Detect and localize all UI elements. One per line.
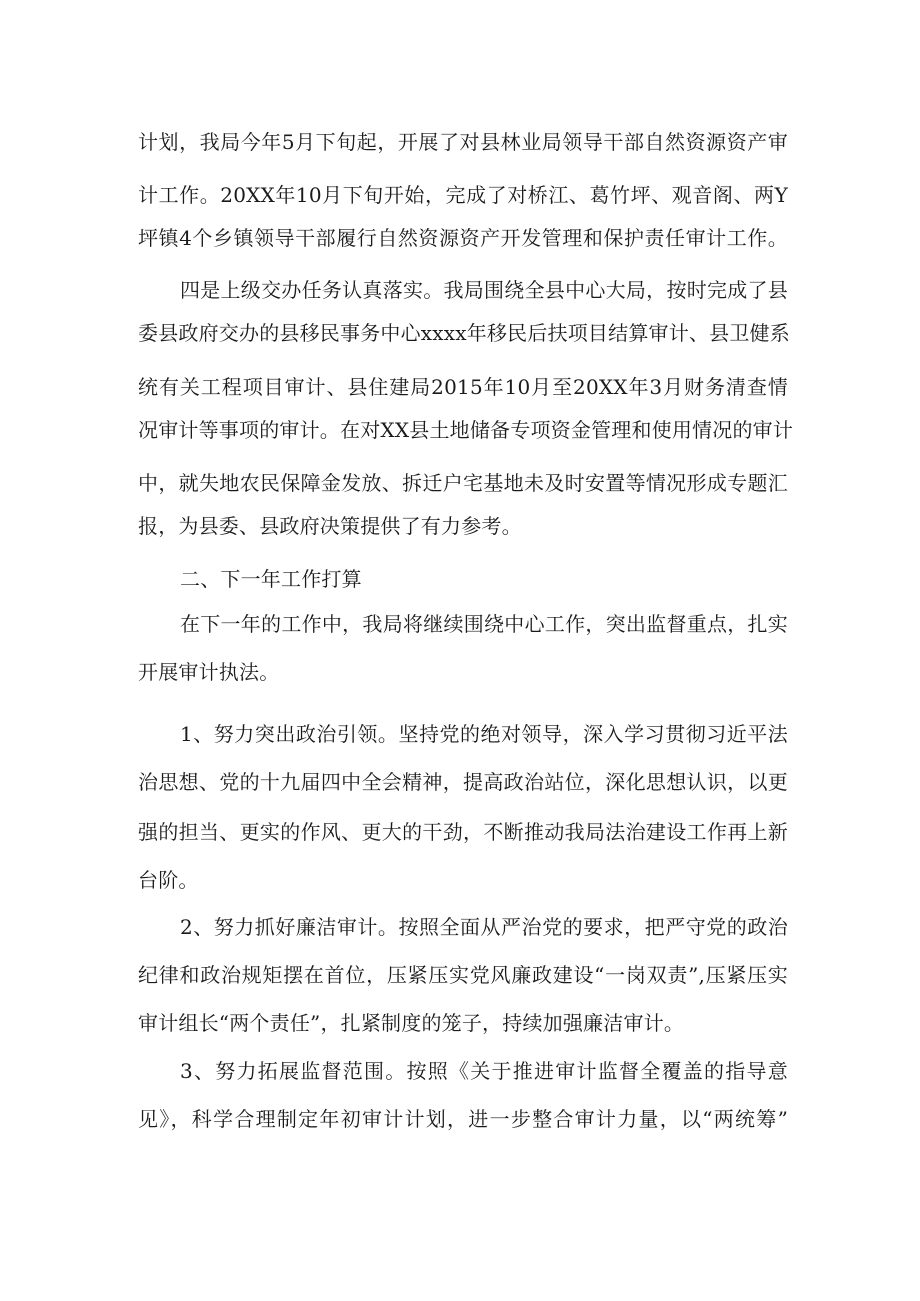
text-line: 纪律和政治规矩摆在首位，压紧压实党风廉政建设“一岗双责”,压紧压实	[138, 963, 788, 987]
text-line: 计工作。20XX年10月下旬开始，完成了对桥江、葛竹坪、观音阁、两Y	[138, 183, 788, 207]
text-line: 治思想、党的十九届四中全会精神，提高政治站位，深化思想认识，以更	[138, 770, 788, 794]
text-line: 台阶。	[138, 868, 199, 892]
paragraph-first-line: 2、努力抓好廉洁审计。按照全面从严治党的要求，把严守党的政治	[180, 915, 788, 939]
text-line: 审计组长“两个责任”，扎紧制度的笼子，持续加强廉洁审计。	[138, 1011, 685, 1035]
text-line: 报，为县委、县政府决策提供了有力参考。	[138, 514, 522, 538]
text-line: 见》，科学合理制定年初审计计划，进一步整合审计力量，以“两统筹”	[138, 1107, 788, 1131]
text-line: 况审计等事项的审计。在对XX县土地储备专项资金管理和使用情况的审计	[138, 418, 794, 442]
section-heading: 二、下一年工作打算	[180, 567, 362, 591]
text-line: 强的担当、更实的作风、更大的干劲，不断推动我局法治建设工作再上新	[138, 820, 788, 844]
paragraph-first-line: 1、努力突出政治引领。坚持党的绝对领导，深入学习贯彻习近平法	[180, 722, 788, 746]
text-line: 统有关工程项目审计、县住建局2015年10月至20XX年3月财务清查情	[138, 375, 788, 399]
paragraph-first-line: 在下一年的工作中，我局将继续围绕中心工作，突出监督重点，扎实	[180, 612, 788, 636]
text-line: 计划，我局今年5月下旬起，开展了对县林业局领导干部自然资源资产审	[138, 130, 788, 154]
text-line: 开展审计执法。	[138, 660, 280, 684]
paragraph-first-line: 四是上级交办任务认真落实。我局围绕全县中心大局，按时完成了县	[180, 278, 788, 302]
paragraph-first-line: 3、努力拓展监督范围。按照《关于推进审计监督全覆盖的指导意	[180, 1059, 788, 1083]
text-line: 委县政府交办的县移民事务中心xxxx年移民后扶项目结算审计、县卫健系	[138, 321, 790, 345]
text-line: 坪镇4个乡镇领导干部履行自然资源资产开发管理和保护责任审计工作。	[138, 226, 788, 250]
text-line: 中，就失地农民保障金发放、拆迁户宅基地未及时安置等情况形成专题汇	[138, 471, 788, 495]
